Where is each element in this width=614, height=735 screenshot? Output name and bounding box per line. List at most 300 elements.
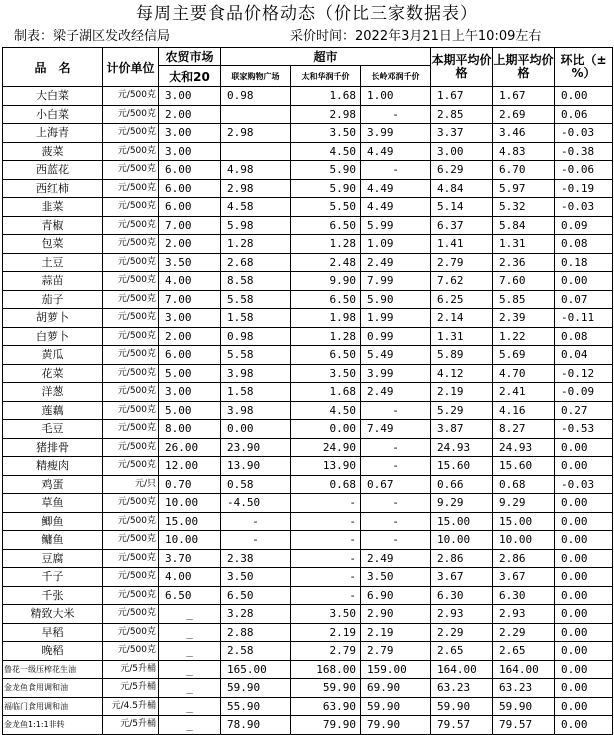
- table-row: [3, 457, 613, 476]
- header-this-avg: 本期平均价格: [431, 48, 493, 87]
- cell-name: 鸡蛋: [3, 475, 103, 494]
- cell-ratio: 0.00: [555, 438, 613, 457]
- header-name: 品 名: [3, 48, 103, 87]
- cell-supermarket-2-price: 1.28: [291, 327, 361, 346]
- cell-last-avg: 6.30: [493, 586, 555, 605]
- table-row: [3, 87, 613, 106]
- cell-unit: 元/500克: [103, 568, 159, 587]
- cell-supermarket-3-price: 69.90: [361, 679, 431, 698]
- cell-supermarket-3-price: 1.09: [361, 235, 431, 254]
- table-row: [3, 549, 613, 568]
- cell-this-avg: 2.86: [431, 549, 493, 568]
- cell-supermarket-2-price: -: [291, 586, 361, 605]
- cell-supermarket-1-price: 13.90: [221, 457, 291, 476]
- cell-market-price: 3.00: [159, 383, 221, 402]
- cell-this-avg: 1.41: [431, 235, 493, 254]
- cell-supermarket-1-price: 2.88: [221, 623, 291, 642]
- cell-this-avg: 6.30: [431, 586, 493, 605]
- cell-this-avg: 15.60: [431, 457, 493, 476]
- cell-name: 包菜: [3, 235, 103, 254]
- cell-ratio: -0.03: [555, 475, 613, 494]
- cell-unit: 元/500克: [103, 235, 159, 254]
- cell-supermarket-3-price: 159.00: [361, 660, 431, 679]
- cell-ratio: 0.00: [555, 679, 613, 698]
- cell-name: 鲫鱼: [3, 512, 103, 531]
- cell-market-price: 3.50: [159, 253, 221, 272]
- table-row: [3, 327, 613, 346]
- cell-unit: 元/500克: [103, 383, 159, 402]
- table-row: [3, 475, 613, 494]
- header-unit: 计价单位: [103, 48, 159, 87]
- cell-unit: 元/5升桶: [103, 679, 159, 698]
- cell-market-price: 2.00: [159, 235, 221, 254]
- cell-market-price: 4.00: [159, 272, 221, 291]
- cell-market-price: _: [159, 642, 221, 661]
- cell-market-price: 6.00: [159, 179, 221, 198]
- cell-this-avg: 2.19: [431, 383, 493, 402]
- cell-market-price: _: [159, 660, 221, 679]
- sheet-title: 每周主要食品价格动态（价比三家数据表）: [136, 4, 478, 24]
- cell-market-price: 2.00: [159, 105, 221, 124]
- cell-supermarket-1-price: 0.98: [221, 87, 291, 106]
- cell-supermarket-3-price: 3.99: [361, 364, 431, 383]
- cell-this-avg: 9.29: [431, 494, 493, 513]
- cell-last-avg: 2.36: [493, 253, 555, 272]
- cell-name: 精瘦肉: [3, 457, 103, 476]
- cell-ratio: 0.00: [555, 457, 613, 476]
- cell-supermarket-2-price: 0.00: [291, 420, 361, 439]
- cell-supermarket-3-price: 2.49: [361, 383, 431, 402]
- cell-this-avg: 2.29: [431, 623, 493, 642]
- cell-market-price: _: [159, 605, 221, 624]
- cell-market-price: 4.00: [159, 568, 221, 587]
- cell-last-avg: 5.69: [493, 346, 555, 365]
- cell-unit: 元/500克: [103, 198, 159, 217]
- cell-unit: 元/5升桶: [103, 660, 159, 679]
- cell-name: 蒜苗: [3, 272, 103, 291]
- cell-ratio: 0.07: [555, 290, 613, 309]
- cell-supermarket-3-price: -: [361, 457, 431, 476]
- table-row: [3, 272, 613, 291]
- cell-name: 莲藕: [3, 401, 103, 420]
- cell-supermarket-1-price: [221, 142, 291, 161]
- cell-this-avg: 2.93: [431, 605, 493, 624]
- cell-supermarket-1-price: 5.58: [221, 346, 291, 365]
- cell-unit: 元/500克: [103, 327, 159, 346]
- price-table: [2, 47, 613, 735]
- header-market-group: 农贸市场: [159, 48, 221, 66]
- cell-ratio: -0.03: [555, 198, 613, 217]
- cell-last-avg: 2.93: [493, 605, 555, 624]
- cell-last-avg: 3.67: [493, 568, 555, 587]
- cell-unit: 元/500克: [103, 124, 159, 143]
- cell-market-price: 10.00: [159, 531, 221, 550]
- cell-unit: 元/500克: [103, 290, 159, 309]
- cell-supermarket-3-price: 4.49: [361, 179, 431, 198]
- cell-supermarket-1-price: -4.50: [221, 494, 291, 513]
- cell-this-avg: 2.14: [431, 309, 493, 328]
- cell-supermarket-2-price: 168.00: [291, 660, 361, 679]
- cell-ratio: 0.00: [555, 697, 613, 716]
- cell-name: 福临门食用调和油: [3, 697, 103, 716]
- cell-unit: 元/500克: [103, 142, 159, 161]
- cell-supermarket-2-price: 3.50: [291, 605, 361, 624]
- cell-this-avg: 3.37: [431, 124, 493, 143]
- cell-unit: 元/500克: [103, 586, 159, 605]
- cell-market-price: 0.70: [159, 475, 221, 494]
- cell-supermarket-1-price: 3.98: [221, 364, 291, 383]
- cell-last-avg: 1.22: [493, 327, 555, 346]
- cell-unit: 元/500克: [103, 549, 159, 568]
- cell-name: 茄子: [3, 290, 103, 309]
- cell-market-price: 5.00: [159, 364, 221, 383]
- cell-supermarket-3-price: 59.90: [361, 697, 431, 716]
- cell-this-avg: 3.67: [431, 568, 493, 587]
- cell-supermarket-2-price: -: [291, 494, 361, 513]
- cell-supermarket-1-price: 2.38: [221, 549, 291, 568]
- cell-supermarket-1-price: 0.98: [221, 327, 291, 346]
- cell-supermarket-2-price: 6.50: [291, 346, 361, 365]
- cell-name: 早稻: [3, 623, 103, 642]
- cell-supermarket-2-price: 0.68: [291, 475, 361, 494]
- table-row: [3, 401, 613, 420]
- table-row: [3, 253, 613, 272]
- cell-ratio: -0.19: [555, 179, 613, 198]
- cell-last-avg: 5.32: [493, 198, 555, 217]
- cell-name: 青椒: [3, 216, 103, 235]
- cell-ratio: 0.00: [555, 586, 613, 605]
- cell-ratio: -0.11: [555, 309, 613, 328]
- cell-market-price: _: [159, 623, 221, 642]
- compiler-label: 制表：梁子湖区发改经信局: [14, 29, 171, 44]
- cell-this-avg: 5.89: [431, 346, 493, 365]
- cell-ratio: -0.53: [555, 420, 613, 439]
- cell-name: 大白菜: [3, 87, 103, 106]
- cell-market-price: 7.00: [159, 216, 221, 235]
- cell-unit: 元/500克: [103, 420, 159, 439]
- cell-market-price: 12.00: [159, 457, 221, 476]
- cell-supermarket-3-price: 0.67: [361, 475, 431, 494]
- cell-ratio: 0.08: [555, 327, 613, 346]
- cell-last-avg: 2.65: [493, 642, 555, 661]
- cell-this-avg: 6.25: [431, 290, 493, 309]
- cell-supermarket-3-price: -: [361, 401, 431, 420]
- cell-supermarket-2-price: 4.50: [291, 401, 361, 420]
- cell-supermarket-1-price: 78.90: [221, 716, 291, 735]
- header-last-avg: 上期平均价格: [493, 48, 555, 87]
- cell-this-avg: 24.93: [431, 438, 493, 457]
- cell-name: 西蓝花: [3, 161, 103, 180]
- cell-name: 精致大米: [3, 605, 103, 624]
- cell-this-avg: 0.66: [431, 475, 493, 494]
- cell-supermarket-1-price: 23.90: [221, 438, 291, 457]
- cell-this-avg: 1.31: [431, 327, 493, 346]
- table-row: [3, 105, 613, 124]
- header-ratio: 环比（±%）: [555, 48, 613, 87]
- cell-market-price: _: [159, 716, 221, 735]
- cell-supermarket-2-price: 2.79: [291, 642, 361, 661]
- cell-unit: 元/500克: [103, 512, 159, 531]
- cell-this-avg: 5.29: [431, 401, 493, 420]
- cell-last-avg: 164.00: [493, 660, 555, 679]
- cell-supermarket-1-price: 1.58: [221, 383, 291, 402]
- cell-market-price: 6.00: [159, 346, 221, 365]
- cell-supermarket-1-price: 4.98: [221, 161, 291, 180]
- cell-ratio: 0.04: [555, 346, 613, 365]
- cell-this-avg: 3.00: [431, 142, 493, 161]
- cell-supermarket-2-price: 2.98: [291, 105, 361, 124]
- cell-ratio: 0.08: [555, 235, 613, 254]
- cell-supermarket-2-price: 2.48: [291, 253, 361, 272]
- table-row: [3, 697, 613, 716]
- cell-market-price: 6.00: [159, 198, 221, 217]
- cell-market-price: 3.70: [159, 549, 221, 568]
- cell-unit: 元/只: [103, 475, 159, 494]
- cell-unit: 元/500克: [103, 401, 159, 420]
- table-row: [3, 623, 613, 642]
- cell-last-avg: 5.84: [493, 216, 555, 235]
- cell-supermarket-3-price: 7.99: [361, 272, 431, 291]
- cell-last-avg: 4.70: [493, 364, 555, 383]
- cell-supermarket-3-price: -: [361, 494, 431, 513]
- cell-supermarket-2-price: 5.50: [291, 198, 361, 217]
- cell-supermarket-2-price: 5.90: [291, 179, 361, 198]
- cell-supermarket-1-price: 59.90: [221, 679, 291, 698]
- cell-name: 菠菜: [3, 142, 103, 161]
- cell-supermarket-1-price: -: [221, 531, 291, 550]
- cell-supermarket-1-price: 3.98: [221, 401, 291, 420]
- cell-ratio: -0.09: [555, 383, 613, 402]
- cell-market-price: 10.00: [159, 494, 221, 513]
- cell-ratio: 0.18: [555, 253, 613, 272]
- cell-last-avg: 63.23: [493, 679, 555, 698]
- cell-last-avg: 7.60: [493, 272, 555, 291]
- cell-unit: 元/500克: [103, 438, 159, 457]
- cell-supermarket-1-price: [221, 105, 291, 124]
- cell-name: 猪排骨: [3, 438, 103, 457]
- cell-ratio: -0.06: [555, 161, 613, 180]
- cell-supermarket-2-price: 1.28: [291, 235, 361, 254]
- table-row: [3, 235, 613, 254]
- cell-last-avg: 0.68: [493, 475, 555, 494]
- cell-supermarket-2-price: 63.90: [291, 697, 361, 716]
- cell-unit: 元/500克: [103, 161, 159, 180]
- cell-supermarket-3-price: 2.49: [361, 549, 431, 568]
- cell-supermarket-3-price: 0.99: [361, 327, 431, 346]
- cell-unit: 元/500克: [103, 272, 159, 291]
- cell-last-avg: 1.67: [493, 87, 555, 106]
- table-row: [3, 179, 613, 198]
- cell-last-avg: 15.60: [493, 457, 555, 476]
- cell-supermarket-2-price: 59.90: [291, 679, 361, 698]
- cell-last-avg: 15.00: [493, 512, 555, 531]
- cell-ratio: 0.00: [555, 512, 613, 531]
- cell-supermarket-1-price: 4.58: [221, 198, 291, 217]
- cell-supermarket-3-price: 3.50: [361, 568, 431, 587]
- table-row: [3, 586, 613, 605]
- cell-last-avg: 10.00: [493, 531, 555, 550]
- cell-supermarket-2-price: -: [291, 531, 361, 550]
- cell-supermarket-1-price: 2.98: [221, 124, 291, 143]
- cell-ratio: 0.00: [555, 494, 613, 513]
- table-row: [3, 364, 613, 383]
- cell-unit: 元/500克: [103, 253, 159, 272]
- cell-supermarket-3-price: -: [361, 531, 431, 550]
- table-body: [3, 87, 613, 735]
- cell-this-avg: 10.00: [431, 531, 493, 550]
- cell-supermarket-1-price: 8.58: [221, 272, 291, 291]
- cell-this-avg: 164.00: [431, 660, 493, 679]
- cell-unit: 元/500克: [103, 179, 159, 198]
- cell-market-price: 8.00: [159, 420, 221, 439]
- cell-supermarket-3-price: 79.90: [361, 716, 431, 735]
- cell-supermarket-3-price: -: [361, 512, 431, 531]
- cell-supermarket-2-price: 79.90: [291, 716, 361, 735]
- cell-ratio: 0.00: [555, 272, 613, 291]
- cell-ratio: -0.38: [555, 142, 613, 161]
- cell-supermarket-2-price: 3.50: [291, 124, 361, 143]
- cell-supermarket-3-price: 5.49: [361, 346, 431, 365]
- table-row: [3, 420, 613, 439]
- table-row: [3, 124, 613, 143]
- cell-last-avg: 3.46: [493, 124, 555, 143]
- cell-supermarket-2-price: 4.50: [291, 142, 361, 161]
- cell-name: 上海青: [3, 124, 103, 143]
- table-row: [3, 161, 613, 180]
- cell-supermarket-3-price: -: [361, 438, 431, 457]
- cell-ratio: 0.06: [555, 105, 613, 124]
- cell-unit: 元/500克: [103, 642, 159, 661]
- cell-name: 小白菜: [3, 105, 103, 124]
- cell-market-price: 3.00: [159, 309, 221, 328]
- cell-name: 西红柿: [3, 179, 103, 198]
- table-row: [3, 568, 613, 587]
- cell-supermarket-2-price: 2.19: [291, 623, 361, 642]
- cell-supermarket-1-price: 0.00: [221, 420, 291, 439]
- cell-supermarket-3-price: 4.49: [361, 142, 431, 161]
- cell-ratio: 0.09: [555, 216, 613, 235]
- cell-market-price: 6.00: [159, 161, 221, 180]
- cell-supermarket-3-price: 3.99: [361, 124, 431, 143]
- cell-supermarket-2-price: 6.50: [291, 290, 361, 309]
- cell-supermarket-2-price: -: [291, 549, 361, 568]
- cell-last-avg: 59.90: [493, 697, 555, 716]
- cell-name: 胡萝卜: [3, 309, 103, 328]
- cell-ratio: -0.12: [555, 364, 613, 383]
- cell-last-avg: 2.39: [493, 309, 555, 328]
- table-row: [3, 438, 613, 457]
- cell-this-avg: 6.29: [431, 161, 493, 180]
- cell-this-avg: 1.67: [431, 87, 493, 106]
- cell-this-avg: 2.85: [431, 105, 493, 124]
- cell-last-avg: 1.31: [493, 235, 555, 254]
- cell-supermarket-3-price: 2.79: [361, 642, 431, 661]
- cell-market-price: 6.50: [159, 586, 221, 605]
- cell-supermarket-2-price: 1.98: [291, 309, 361, 328]
- cell-unit: 元/500克: [103, 309, 159, 328]
- cell-this-avg: 4.12: [431, 364, 493, 383]
- header-market-sub: 太和20: [159, 66, 221, 87]
- cell-market-price: 2.00: [159, 327, 221, 346]
- cell-supermarket-2-price: 13.90: [291, 457, 361, 476]
- cell-unit: 元/500克: [103, 216, 159, 235]
- cell-this-avg: 7.62: [431, 272, 493, 291]
- cell-supermarket-1-price: 2.58: [221, 642, 291, 661]
- cell-supermarket-2-price: 6.50: [291, 216, 361, 235]
- cell-unit: 元/500克: [103, 605, 159, 624]
- cell-ratio: 0.00: [555, 623, 613, 642]
- cell-this-avg: 3.87: [431, 420, 493, 439]
- cell-last-avg: 79.57: [493, 716, 555, 735]
- cell-name: 金龙鱼食用调和油: [3, 679, 103, 698]
- cell-this-avg: 79.57: [431, 716, 493, 735]
- cell-name: 白萝卜: [3, 327, 103, 346]
- cell-last-avg: 6.70: [493, 161, 555, 180]
- cell-supermarket-1-price: 55.90: [221, 697, 291, 716]
- cell-supermarket-3-price: 2.90: [361, 605, 431, 624]
- cell-market-price: 3.00: [159, 124, 221, 143]
- cell-name: 毛豆: [3, 420, 103, 439]
- table-row: [3, 660, 613, 679]
- cell-this-avg: 59.90: [431, 697, 493, 716]
- cell-name: 金龙鱼1:1:1非转: [3, 716, 103, 735]
- cell-name: 韭菜: [3, 198, 103, 217]
- cell-this-avg: 6.37: [431, 216, 493, 235]
- cell-market-price: _: [159, 679, 221, 698]
- cell-last-avg: 5.97: [493, 179, 555, 198]
- cell-last-avg: 2.69: [493, 105, 555, 124]
- cell-this-avg: 2.65: [431, 642, 493, 661]
- cell-name: 黄瓜: [3, 346, 103, 365]
- cell-ratio: 0.00: [555, 87, 613, 106]
- cell-last-avg: 9.29: [493, 494, 555, 513]
- cell-ratio: 0.00: [555, 549, 613, 568]
- cell-last-avg: 5.85: [493, 290, 555, 309]
- cell-name: 花菜: [3, 364, 103, 383]
- cell-market-price: 3.00: [159, 87, 221, 106]
- table-row: [3, 290, 613, 309]
- table-row: [3, 198, 613, 217]
- cell-supermarket-3-price: -: [361, 161, 431, 180]
- cell-supermarket-3-price: 5.90: [361, 290, 431, 309]
- cell-unit: 元/500克: [103, 364, 159, 383]
- cell-market-price: 5.00: [159, 401, 221, 420]
- header-supermarket-1: 联家购物广场: [221, 66, 291, 87]
- cell-ratio: 0.27: [555, 401, 613, 420]
- header-supermarket-3: 长岭邓润千价: [361, 66, 431, 87]
- table-row: [3, 605, 613, 624]
- cell-supermarket-2-price: 1.68: [291, 383, 361, 402]
- cell-supermarket-1-price: 2.98: [221, 179, 291, 198]
- cell-supermarket-1-price: 3.50: [221, 568, 291, 587]
- cell-name: 鲁花一级压榨花生油: [3, 660, 103, 679]
- cell-name: 千张: [3, 586, 103, 605]
- cell-supermarket-2-price: 1.68: [291, 87, 361, 106]
- table-row: [3, 142, 613, 161]
- cell-this-avg: 2.79: [431, 253, 493, 272]
- cell-unit: 元/500克: [103, 105, 159, 124]
- cell-supermarket-2-price: -: [291, 568, 361, 587]
- cell-this-avg: 4.84: [431, 179, 493, 198]
- cell-supermarket-3-price: 1.00: [361, 87, 431, 106]
- cell-unit: 元/5升桶: [103, 716, 159, 735]
- cell-name: 草鱼: [3, 494, 103, 513]
- table-row: [3, 642, 613, 661]
- cell-this-avg: 5.14: [431, 198, 493, 217]
- collect-time-label: 采价时间：2022年3月21日上午10:09左右: [290, 29, 542, 44]
- cell-supermarket-3-price: 7.49: [361, 420, 431, 439]
- cell-market-price: 7.00: [159, 290, 221, 309]
